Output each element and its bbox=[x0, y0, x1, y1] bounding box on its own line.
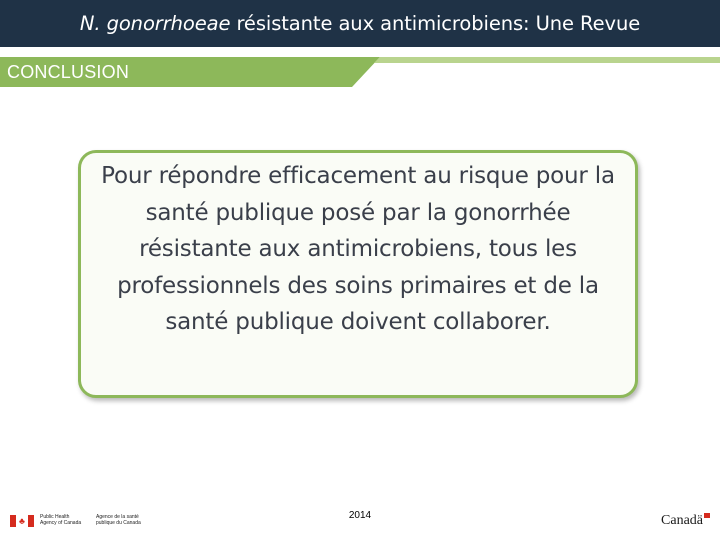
maple-leaf-icon: ♣ bbox=[19, 516, 25, 526]
slide-title bbox=[0, 0, 720, 47]
conclusion-text: Pour répondre efficacement au risque pour la santé publique posé par la gonorrhée résistante aux antimicrobiens, tous les professionnels des soins primaires et de la santé publique doivent collaborer. bbox=[101, 163, 615, 335]
footer-year: 2014 bbox=[348, 510, 372, 521]
slide-title-rest: résistante aux antimicrobiens: Une Revue bbox=[230, 12, 641, 35]
org-en-line2: Agency of Canada bbox=[40, 520, 82, 526]
org-name-french bbox=[96, 514, 141, 526]
wordmark-flag-icon bbox=[704, 513, 710, 518]
section-header-band bbox=[0, 57, 720, 87]
canada-flag-icon bbox=[10, 515, 34, 527]
slide-title-italic: N. gonorrhoeae bbox=[79, 12, 231, 35]
org-name-english bbox=[40, 514, 81, 526]
org-fr-line1: Agence de la santé bbox=[96, 514, 139, 520]
org-fr-line2: publique du Canada bbox=[96, 520, 141, 526]
org-en-line1: Public Health bbox=[40, 514, 70, 520]
section-label: CONCLUSION bbox=[7, 62, 130, 82]
canada-wordmark-text: Canadä bbox=[661, 513, 703, 528]
canada-wordmark bbox=[661, 513, 710, 529]
phac-logo bbox=[10, 513, 160, 531]
